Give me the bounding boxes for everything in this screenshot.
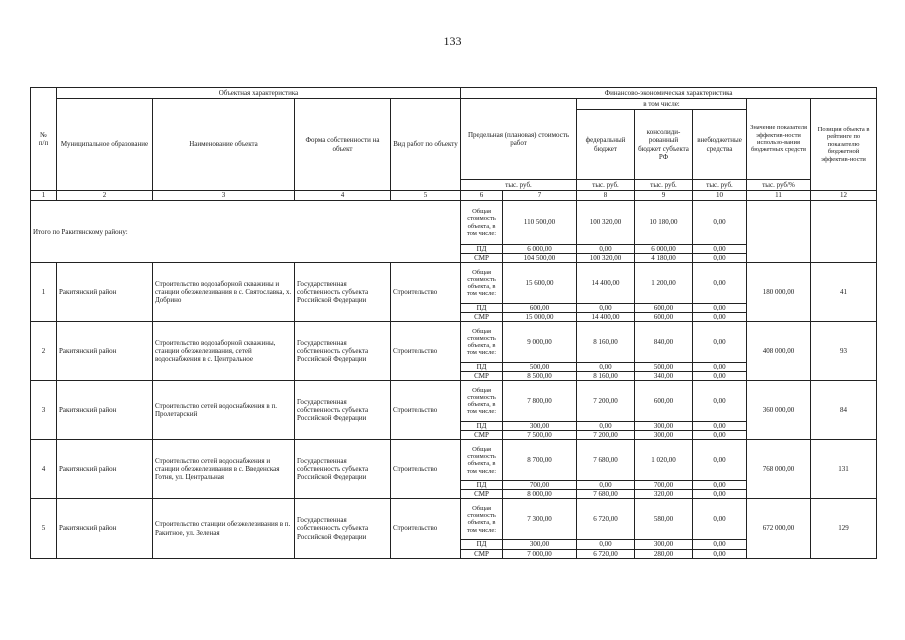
col-num: 5 — [391, 191, 461, 201]
cost-value: 300,00 — [503, 422, 577, 431]
item-rank: 129 — [811, 499, 877, 558]
extrabudget-value: 0,00 — [693, 549, 747, 558]
cost-row-label: Общая стоимость объекта, в том числе: — [461, 201, 503, 245]
header-efficiency: Значение показателя эффектив-ности использо-вания бюджетных средств — [747, 99, 811, 180]
extrabudget-value: 0,00 — [693, 201, 747, 245]
header-work-type: Вид работ по объекту — [391, 99, 461, 191]
federal-value: 7 680,00 — [577, 440, 635, 481]
header-rank: Позиция объекта в рейтинге по показателю бюджетной эффектив-ности — [811, 99, 877, 191]
header-including: в том числе: — [577, 99, 747, 110]
item-ownership: Государственная собственность субъекта Российской Федерации — [295, 381, 391, 440]
header-ownership: Форма собственности на объект — [295, 99, 391, 191]
consolidated-value: 840,00 — [635, 322, 693, 363]
item-work-type: Строительство — [391, 322, 461, 381]
cost-row-label: Общая стоимость объекта, в том числе: — [461, 499, 503, 540]
item-municipality: Ракитянский район — [57, 381, 153, 440]
consolidated-value: 300,00 — [635, 422, 693, 431]
consolidated-value: 500,00 — [635, 363, 693, 372]
extrabudget-value: 0,00 — [693, 381, 747, 422]
cost-row-label: ПД — [461, 363, 503, 372]
item-number: 2 — [31, 322, 57, 381]
item-work-type: Строительство — [391, 263, 461, 322]
table-row — [31, 440, 877, 481]
item-efficiency: 768 000,00 — [747, 440, 811, 499]
extrabudget-value: 0,00 — [693, 372, 747, 381]
consolidated-value: 600,00 — [635, 313, 693, 322]
total-rank-empty — [811, 201, 877, 263]
cost-value: 110 500,00 — [503, 201, 577, 245]
federal-value: 14 400,00 — [577, 313, 635, 322]
page-number: 133 — [443, 34, 462, 48]
header-extrabudget: внебюджетные средства — [693, 110, 747, 180]
extrabudget-value: 0,00 — [693, 431, 747, 440]
item-ownership: Государственная собственность субъекта Российской Федерации — [295, 322, 391, 381]
col-num: 2 — [57, 191, 153, 201]
cost-row-label: Общая стоимость объекта, в том числе: — [461, 322, 503, 363]
extrabudget-value: 0,00 — [693, 304, 747, 313]
extrabudget-value: 0,00 — [693, 440, 747, 481]
cost-value: 300,00 — [503, 540, 577, 549]
federal-value: 6 720,00 — [577, 499, 635, 540]
consolidated-value: 10 180,00 — [635, 201, 693, 245]
cost-row-label: ПД — [461, 540, 503, 549]
cost-value: 6 000,00 — [503, 245, 577, 254]
extrabudget-value: 0,00 — [693, 322, 747, 363]
federal-value: 0,00 — [577, 304, 635, 313]
col-num: 12 — [811, 191, 877, 201]
header-unit-cost: тыс. руб. — [461, 180, 577, 191]
extrabudget-value: 0,00 — [693, 481, 747, 490]
consolidated-value: 4 180,00 — [635, 254, 693, 263]
extrabudget-value: 0,00 — [693, 490, 747, 499]
header-financial-characteristic: Финансово-экономическая характеристика — [461, 88, 877, 99]
cost-value: 15 600,00 — [503, 263, 577, 304]
federal-value: 7 680,00 — [577, 490, 635, 499]
item-ownership: Государственная собственность субъекта Российской Федерации — [295, 440, 391, 499]
consolidated-value: 300,00 — [635, 540, 693, 549]
federal-value: 14 400,00 — [577, 263, 635, 304]
item-efficiency: 408 000,00 — [747, 322, 811, 381]
item-efficiency: 180 000,00 — [747, 263, 811, 322]
item-rank: 84 — [811, 381, 877, 440]
cost-row-label: СМР — [461, 254, 503, 263]
table-row — [31, 322, 877, 363]
federal-value: 8 160,00 — [577, 372, 635, 381]
col-num: 4 — [295, 191, 391, 201]
item-rank: 41 — [811, 263, 877, 322]
federal-value: 0,00 — [577, 422, 635, 431]
cost-value: 700,00 — [503, 481, 577, 490]
item-municipality: Ракитянский район — [57, 263, 153, 322]
header-object-characteristic: Объектная характеристика — [57, 88, 461, 99]
cost-row-label: Общая стоимость объекта, в том числе: — [461, 381, 503, 422]
item-ownership: Государственная собственность субъекта Российской Федерации — [295, 263, 391, 322]
cost-value: 7 800,00 — [503, 381, 577, 422]
federal-value: 100 320,00 — [577, 201, 635, 245]
header-unit-fed: тыс. руб. — [577, 180, 635, 191]
federal-value: 0,00 — [577, 363, 635, 372]
table-header — [31, 88, 877, 201]
extrabudget-value: 0,00 — [693, 263, 747, 304]
cost-row-label: СМР — [461, 549, 503, 558]
consolidated-value: 340,00 — [635, 372, 693, 381]
consolidated-value: 700,00 — [635, 481, 693, 490]
federal-value: 7 200,00 — [577, 381, 635, 422]
consolidated-value: 600,00 — [635, 304, 693, 313]
col-num: 6 — [461, 191, 503, 201]
cost-value: 8 000,00 — [503, 490, 577, 499]
table-row — [31, 263, 877, 304]
cost-value: 7 000,00 — [503, 549, 577, 558]
cost-value: 15 000,00 — [503, 313, 577, 322]
item-object-name: Строительство сетей водоснабжения и станции обезжелезивания в с. Введенская Готня, ул. Центральная — [153, 440, 295, 499]
col-num: 11 — [747, 191, 811, 201]
consolidated-value: 300,00 — [635, 431, 693, 440]
federal-value: 0,00 — [577, 540, 635, 549]
consolidated-value: 580,00 — [635, 499, 693, 540]
extrabudget-value: 0,00 — [693, 422, 747, 431]
item-efficiency: 672 000,00 — [747, 499, 811, 558]
header-unit-extra: тыс. руб. — [693, 180, 747, 191]
consolidated-value: 320,00 — [635, 490, 693, 499]
table-row — [31, 499, 877, 540]
item-number: 5 — [31, 499, 57, 558]
item-municipality: Ракитянский район — [57, 322, 153, 381]
header-unit-eff: тыс. руб/% — [747, 180, 811, 191]
cost-row-label: Общая стоимость объекта, в том числе: — [461, 440, 503, 481]
cost-value: 104 500,00 — [503, 254, 577, 263]
col-num: 1 — [31, 191, 57, 201]
column-numbers-row — [31, 191, 877, 201]
investment-table — [30, 87, 877, 559]
item-work-type: Строительство — [391, 440, 461, 499]
item-work-type: Строительство — [391, 381, 461, 440]
header-federal: федеральный бюджет — [577, 110, 635, 180]
cost-row-label: СМР — [461, 372, 503, 381]
federal-value: 6 720,00 — [577, 549, 635, 558]
consolidated-value: 600,00 — [635, 381, 693, 422]
cost-row-label: СМР — [461, 313, 503, 322]
header-unit-cons: тыс. руб. — [635, 180, 693, 191]
cost-value: 8 700,00 — [503, 440, 577, 481]
item-efficiency: 360 000,00 — [747, 381, 811, 440]
cost-value: 7 300,00 — [503, 499, 577, 540]
item-object-name: Строительство сетей водоснабжения в п. Пролетарский — [153, 381, 295, 440]
item-number: 3 — [31, 381, 57, 440]
item-object-name: Строительство станции обезжелезивания в п. Ракитное, ул. Зеленая — [153, 499, 295, 558]
item-ownership: Государственная собственность субъекта Российской Федерации — [295, 499, 391, 558]
item-object-name: Строительство водозаборной скважины, станции обезжелезивания, сетей водоснабжения в с. Центральное — [153, 322, 295, 381]
extrabudget-value: 0,00 — [693, 313, 747, 322]
cost-row-label: СМР — [461, 490, 503, 499]
cost-value: 600,00 — [503, 304, 577, 313]
federal-value: 0,00 — [577, 481, 635, 490]
cost-value: 8 500,00 — [503, 372, 577, 381]
col-num: 7 — [503, 191, 577, 201]
extrabudget-value: 0,00 — [693, 254, 747, 263]
consolidated-value: 6 000,00 — [635, 245, 693, 254]
cost-row-label: СМР — [461, 431, 503, 440]
table-row — [31, 381, 877, 422]
cost-row-label: ПД — [461, 481, 503, 490]
cost-row-label: Общая стоимость объекта, в том числе: — [461, 263, 503, 304]
item-municipality: Ракитянский район — [57, 440, 153, 499]
header-object-name: Наименование объекта — [153, 99, 295, 191]
table-body — [31, 201, 877, 559]
cost-row-label: ПД — [461, 422, 503, 431]
item-municipality: Ракитянский район — [57, 499, 153, 558]
federal-value: 7 200,00 — [577, 431, 635, 440]
cost-row-label: ПД — [461, 245, 503, 254]
consolidated-value: 1 020,00 — [635, 440, 693, 481]
header-consolidated: консолиди-рованный бюджет субъекта РФ — [635, 110, 693, 180]
header-cost: Предельная (плановая) стоимость работ — [461, 99, 577, 180]
cost-row-label: ПД — [461, 304, 503, 313]
col-num: 3 — [153, 191, 295, 201]
extrabudget-value: 0,00 — [693, 245, 747, 254]
header-num: № п/п — [31, 88, 57, 191]
item-number: 4 — [31, 440, 57, 499]
item-object-name: Строительство водозаборной скважины и станции обезжелезивания в с. Святославка, х. Добрино — [153, 263, 295, 322]
extrabudget-value: 0,00 — [693, 540, 747, 549]
item-work-type: Строительство — [391, 499, 461, 558]
extrabudget-value: 0,00 — [693, 363, 747, 372]
cost-value: 9 000,00 — [503, 322, 577, 363]
item-rank: 131 — [811, 440, 877, 499]
cost-value: 500,00 — [503, 363, 577, 372]
total-label: Итого по Ракитянскому району: — [31, 201, 461, 263]
item-rank: 93 — [811, 322, 877, 381]
total-row — [31, 201, 877, 245]
federal-value: 0,00 — [577, 245, 635, 254]
federal-value: 8 160,00 — [577, 322, 635, 363]
header-municipality: Муниципальное образование — [57, 99, 153, 191]
item-number: 1 — [31, 263, 57, 322]
col-num: 10 — [693, 191, 747, 201]
col-num: 8 — [577, 191, 635, 201]
consolidated-value: 280,00 — [635, 549, 693, 558]
cost-value: 7 500,00 — [503, 431, 577, 440]
extrabudget-value: 0,00 — [693, 499, 747, 540]
federal-value: 100 320,00 — [577, 254, 635, 263]
total-efficiency-empty — [747, 201, 811, 263]
col-num: 9 — [635, 191, 693, 201]
consolidated-value: 1 200,00 — [635, 263, 693, 304]
